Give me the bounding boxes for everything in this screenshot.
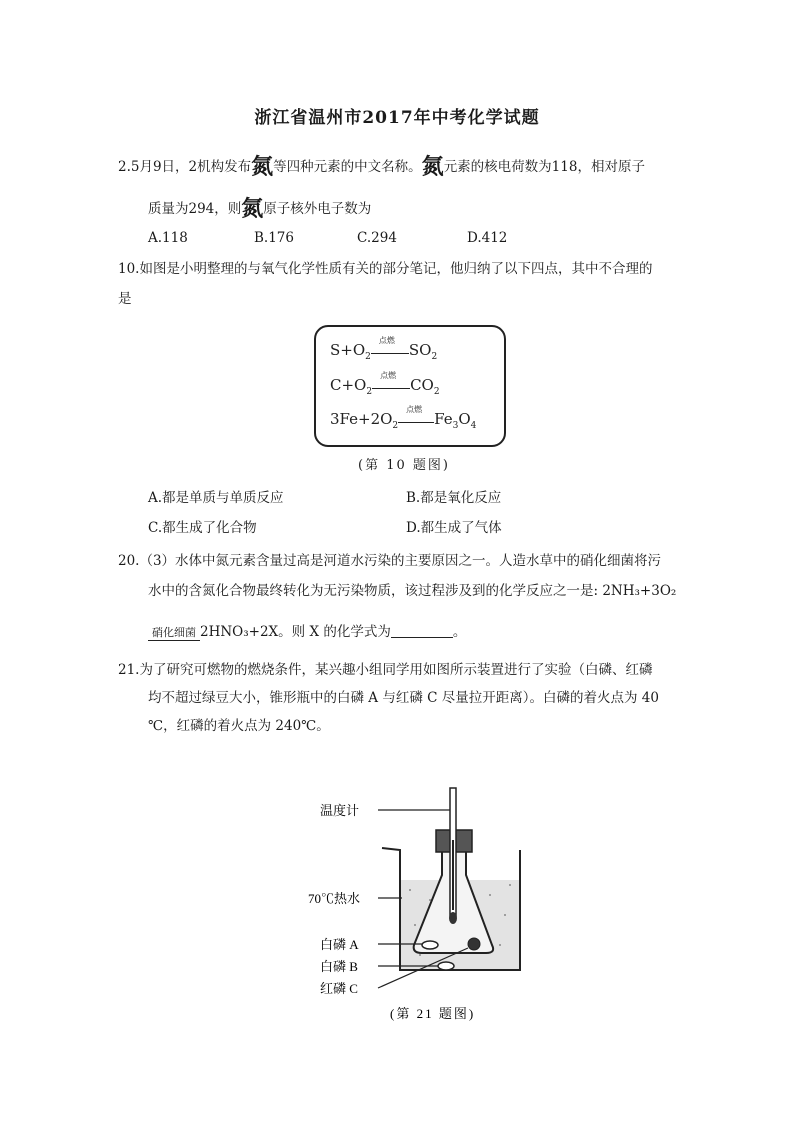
- red-phosphorus-c: [468, 938, 480, 950]
- q21-line1: 21.为了研究可燃物的燃烧条件，某兴趣小组同学用如图所示装置进行了实验（白磷、红磷: [118, 662, 653, 678]
- q2-option-b: B.176: [254, 230, 294, 246]
- q2-option-d: D.412: [467, 230, 508, 246]
- condition-label: 点燃: [380, 371, 397, 380]
- label-white-b: 白磷 B: [320, 959, 358, 974]
- label-thermometer: 温度计: [320, 803, 360, 818]
- element-glyph: 氮: [421, 154, 444, 180]
- q10-option-b: B.都是氧化反应: [406, 490, 502, 506]
- q10-line2: 是: [118, 291, 132, 307]
- label-hot-water: 70℃热水: [308, 891, 361, 906]
- q21-line3: ℃，红磷的着火点为 240℃。: [148, 718, 330, 734]
- q20-line2: 水中的含氮化合物最终转化为无污染物质，该过程涉及到的化学反应之一是: 2NH₃+3O₂: [148, 583, 677, 599]
- element-glyph: 氮: [251, 154, 274, 180]
- q2-option-a: A.118: [148, 230, 188, 246]
- q2-text-e: 原子核外电子数为: [263, 201, 372, 217]
- page-title: 浙江省温州市2017年中考化学试题: [254, 108, 540, 128]
- reaction-2: $C+O_2$ 点燃 $CO_2$: [330, 371, 440, 397]
- reaction-notes-box: [314, 325, 506, 447]
- q2-text-c: 元素的核电荷数为118，相对原子: [443, 159, 645, 175]
- q20-period: 。: [452, 624, 467, 640]
- element-glyph: 氮: [241, 196, 264, 222]
- q10-option-d: D.都生成了气体: [406, 520, 502, 536]
- q2-text-b: 等四种元素的中文名称。: [273, 159, 422, 175]
- q20-equation-end: 2HNO₃+2X。则 X 的化学式为: [200, 624, 391, 640]
- q2-option-c: C.294: [357, 230, 397, 246]
- bacteria-condition: 硝化细菌: [148, 626, 200, 641]
- condition-label: 点燃: [378, 336, 395, 345]
- white-phosphorus-b: [438, 962, 454, 970]
- condition-label: 点燃: [406, 405, 423, 414]
- reaction-3: $3Fe+2O_2$ 点燃 $Fe_3O_4$: [330, 405, 477, 431]
- combustion-apparatus-diagram: [300, 760, 540, 1030]
- q10-line1: 10.如图是小明整理的与氧气化学性质有关的部分笔记，他归纳了以下四点，其中不合理的: [118, 261, 653, 277]
- q2-line2: [148, 196, 372, 222]
- q21-line2: 均不超过绿豆大小，锥形瓶中的白磷 A 与红磷 C 尽量拉开距离）。白磷的着火点为 40: [148, 690, 659, 706]
- q10-option-c: C.都生成了化合物: [148, 520, 257, 536]
- q2-text-a: 2.5月9日，2机构发布: [118, 159, 252, 175]
- white-phosphorus-a: [422, 941, 438, 949]
- label-red-c: 红磷 C: [320, 981, 358, 996]
- q2-text-d: 质量为294，则: [148, 201, 242, 217]
- q20-line1: 20.（3）水体中氮元素含量过高是河道水污染的主要原因之一。人造水草中的硝化细菌将污: [118, 553, 662, 569]
- q20-line3: [148, 622, 466, 642]
- figure-10-caption: (第 10 题图): [358, 458, 450, 473]
- answer-blank[interactable]: [391, 623, 453, 638]
- reaction-1: $S+O_2$ 点燃 $SO_2$: [330, 336, 438, 362]
- figure-21-caption: (第 21 题图): [390, 1006, 476, 1021]
- q10-option-a: A.都是单质与单质反应: [148, 490, 284, 506]
- label-white-a: 白磷 A: [320, 937, 359, 952]
- q2-line1: [118, 154, 645, 180]
